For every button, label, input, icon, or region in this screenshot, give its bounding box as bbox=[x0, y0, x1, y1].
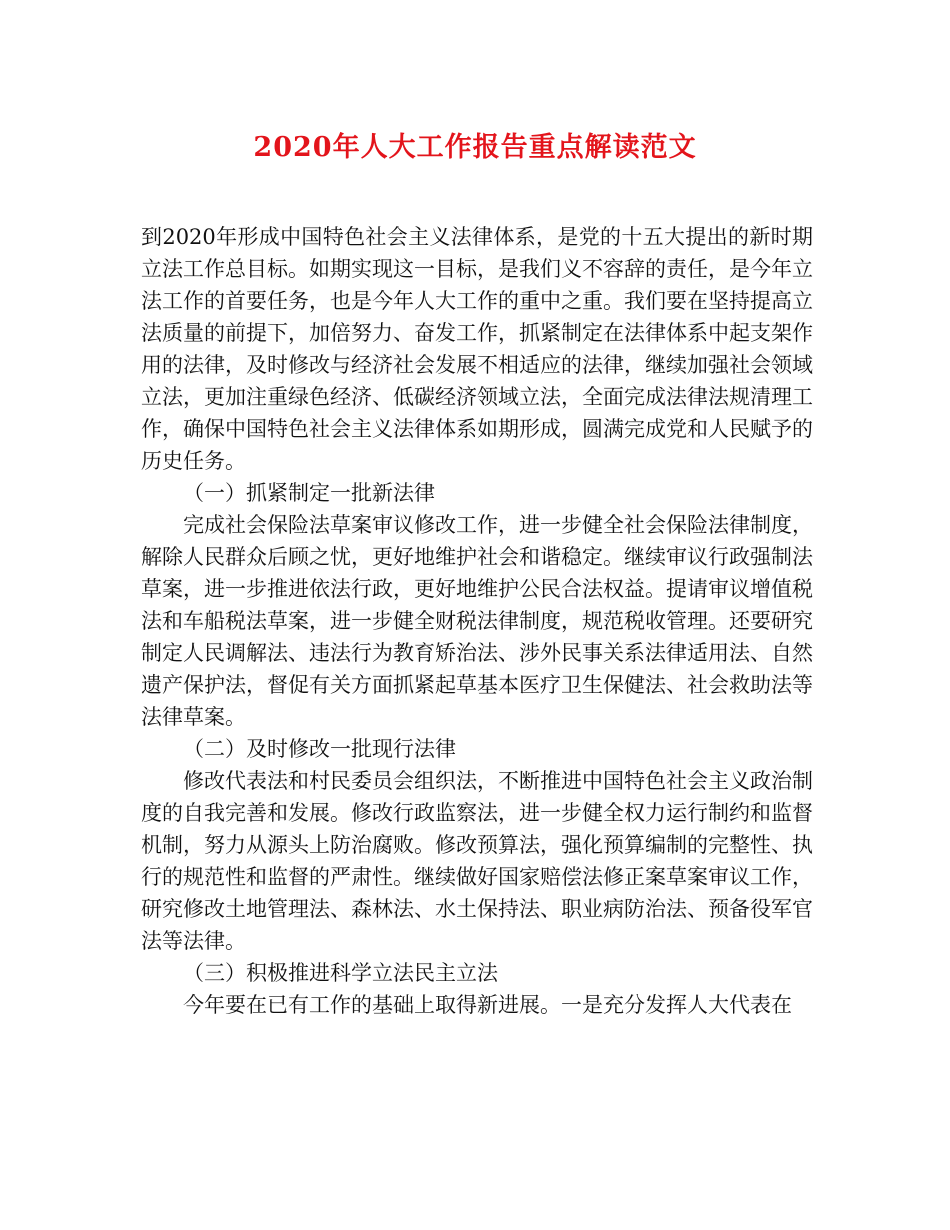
document-title: 2020年人大工作报告重点解读范文 bbox=[253, 132, 697, 163]
intro-paragraph: 到2020年形成中国特色社会主义法律体系，是党的十五大提出的新时期立法工作总目标。如期实现这一目标，是我们义不容辞的责任，是今年立法工作的首要任务，也是今年人大工作的重中之重。我们要在坚持提高立法质量的前提下，加倍努力、奋发工作，抓紧制定在法律体系中起支架作用的法律，及时修改与经济社会发展不相适应的法律，继续加强社会领域立法，更加注重绿色经济、低碳经济领域立法，全面完成法律法规清理工作，确保中国特色社会主义法律体系如期形成，圆满完成党和人民赋予的历史任务。 bbox=[141, 225, 813, 473]
section-heading-1: （一）抓紧制定一批新法律 bbox=[183, 481, 435, 505]
section-paragraph-2: 修改代表法和村民委员会组织法，不断推进中国特色社会主义政治制度的自我完善和发展。修改行政监察法，进一步健全权力运行制约和监督机制，努力从源头上防治腐败。修改预算法，强化预算编制的完整性、执行的规范性和监督的严肃性。继续做好国家赔偿法修正案草案审议工作，研究修改土地管理法、森林法、水土保持法、职业病防治法、预备役军官法等法律。 bbox=[141, 769, 813, 953]
section-paragraph-1: 完成社会保险法草案审议修改工作，进一步健全社会保险法律制度，解除人民群众后顾之忧，更好地维护社会和谐稳定。继续审议行政强制法草案，进一步推进依法行政，更好地维护公民合法权益。提请审议增值税法和车船税法草案，进一步健全财税法律制度，规范税收管理。还要研究制定人民调解法、违法行为教育矫治法、涉外民事关系法律适用法、自然遗产保护法，督促有关方面抓紧起草基本医疗卫生保健法、社会救助法等法律草案。 bbox=[141, 513, 813, 729]
document-body bbox=[141, 221, 813, 1021]
section-paragraph-3: 今年要在已有工作的基础上取得新进展。一是充分发挥人大代表在 bbox=[183, 993, 792, 1017]
section-heading-2: （二）及时修改一批现行法律 bbox=[183, 737, 456, 761]
section-heading-3: （三）积极推进科学立法民主立法 bbox=[183, 961, 498, 985]
